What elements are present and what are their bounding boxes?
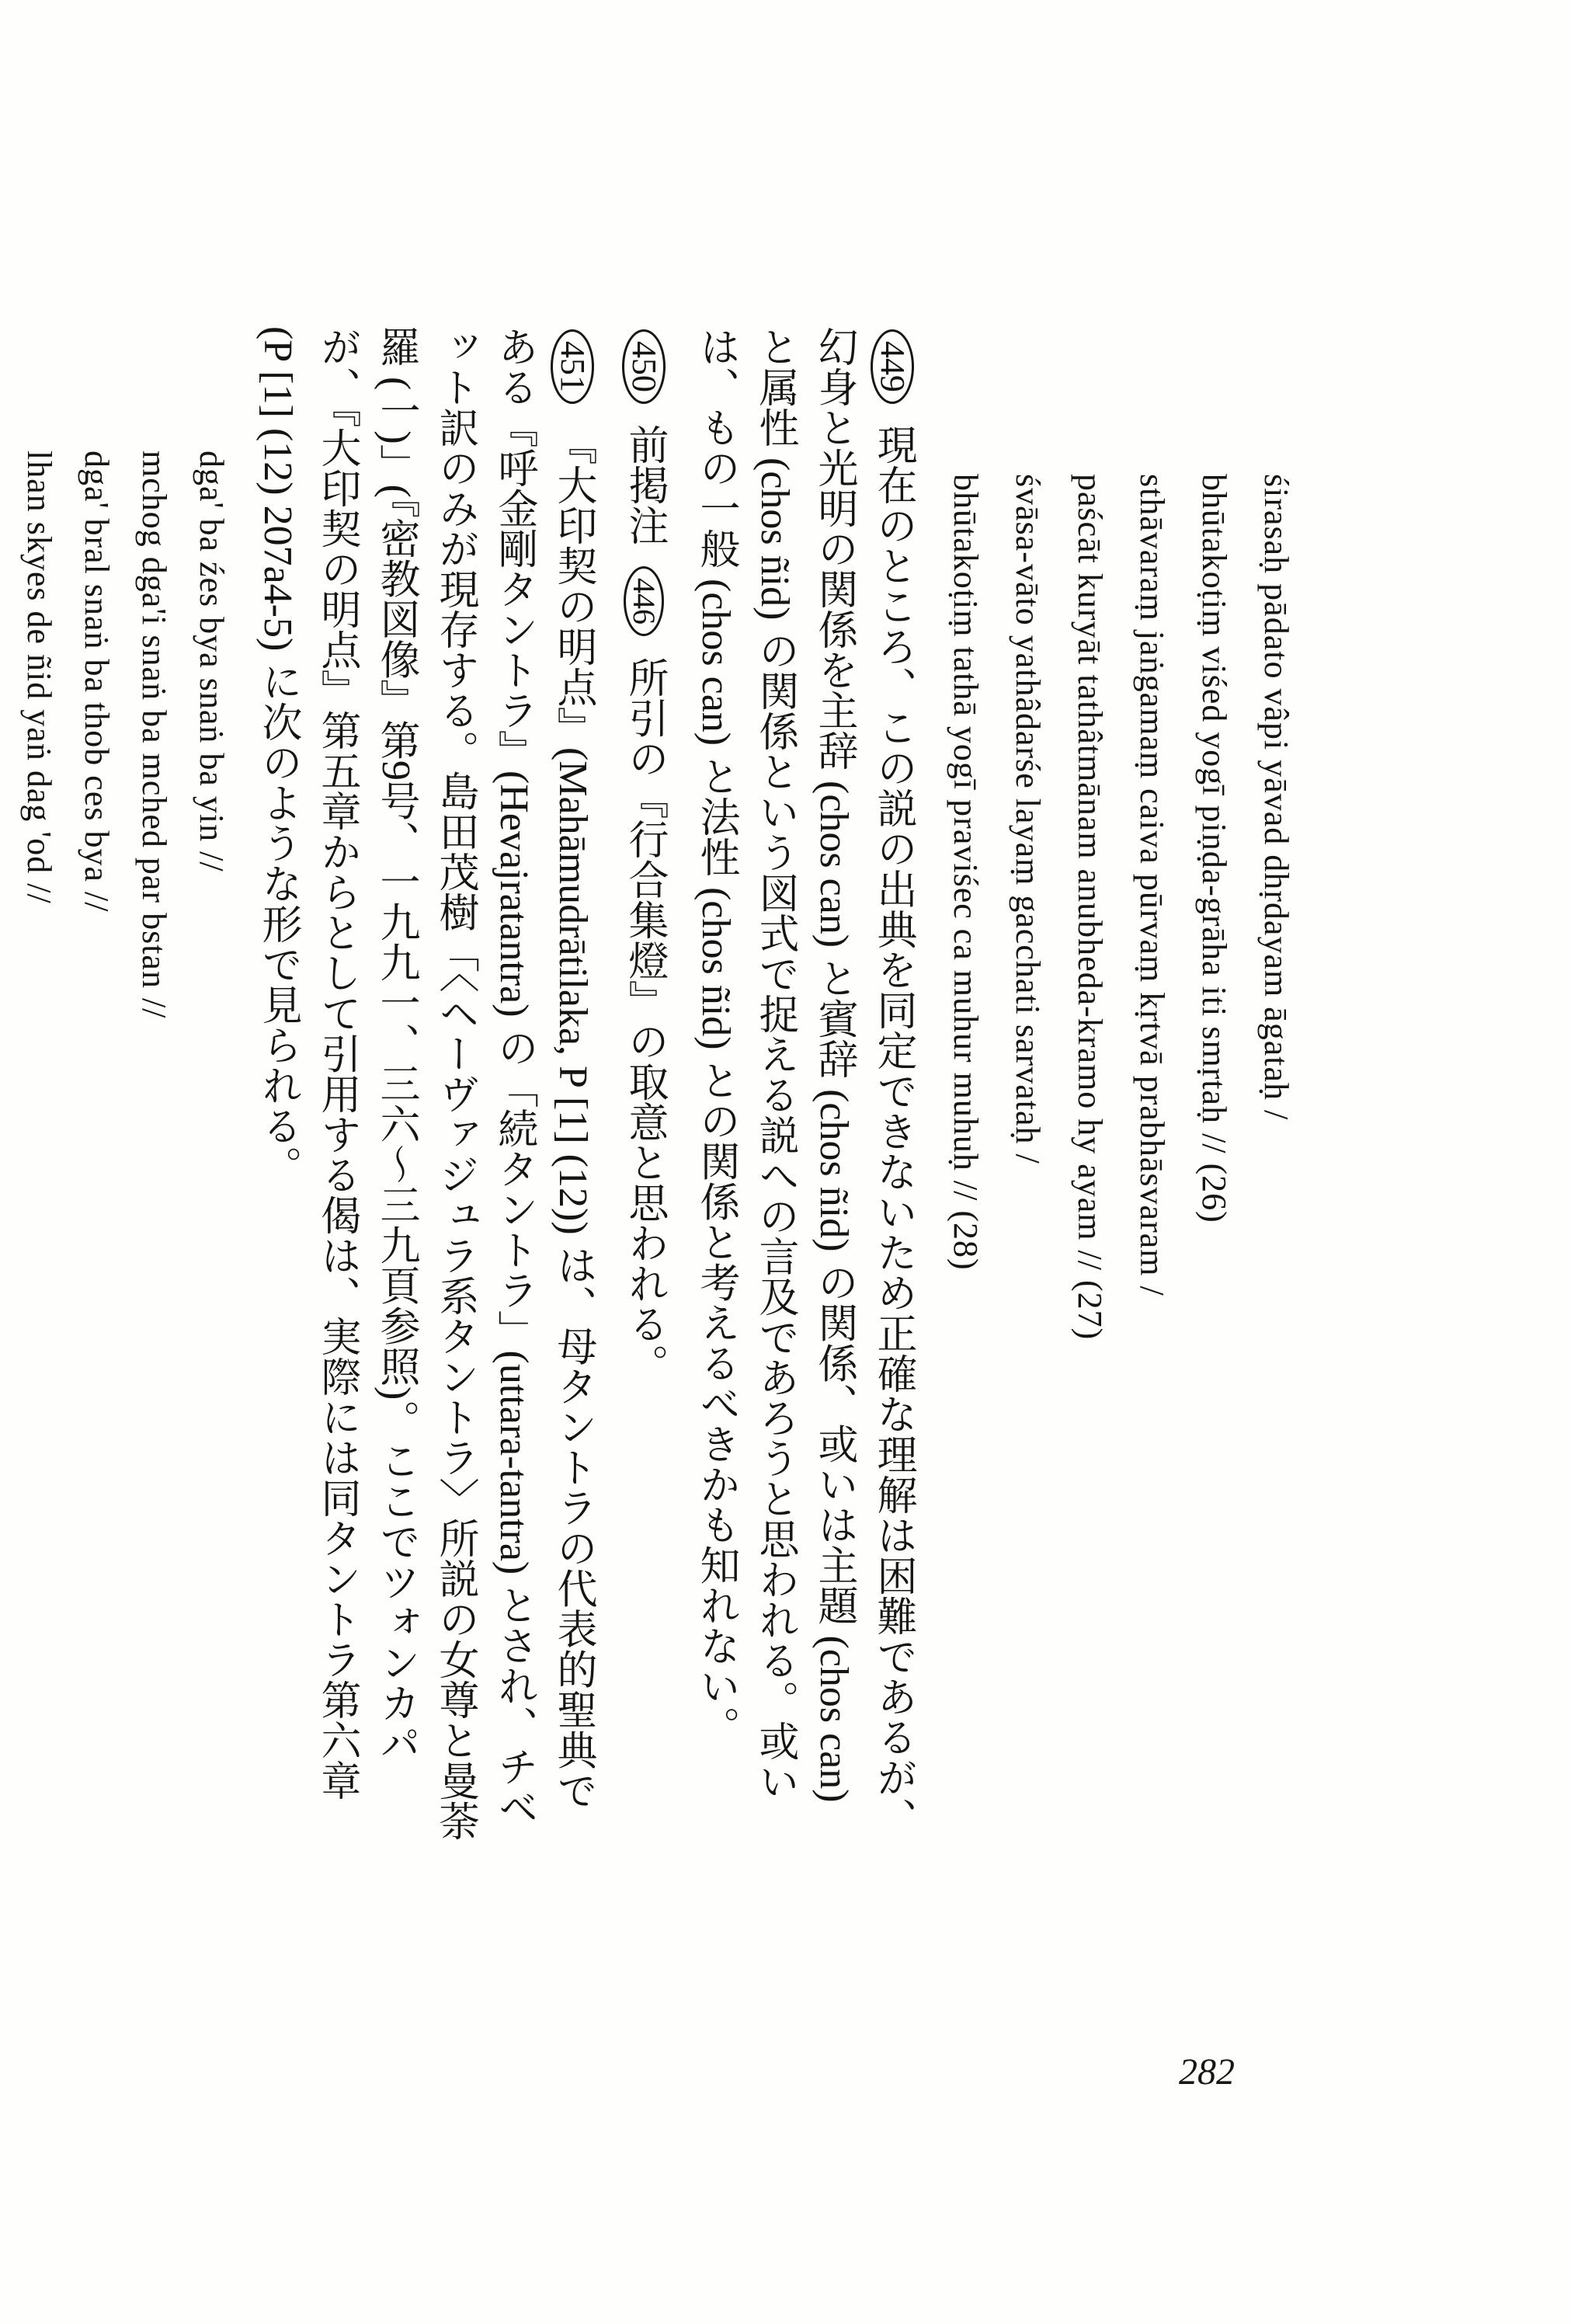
note-449 bbox=[686, 326, 922, 1841]
note-450-text-before-ref: 前掲注 bbox=[622, 424, 666, 555]
tibetan-verse-line-2: mchog dga'i snaṅ ba mched par bstan // bbox=[135, 451, 173, 1019]
tibetan-verse-line-4: lhan skyes de ñid yaṅ dag 'od // bbox=[20, 451, 58, 904]
page-number: 282 bbox=[1179, 2051, 1235, 2093]
note-450-number-badge: 450 bbox=[622, 329, 666, 404]
sanskrit-verse-line-4: paścāt kuryāt tathâtmānam anubheda-kramo hy ayam // (27) bbox=[1071, 474, 1109, 1341]
note-450 bbox=[614, 326, 673, 1841]
vertical-text-block bbox=[10, 326, 1307, 1841]
sanskrit-verse-line-6: bhūtakoṭiṃ tathā yogī praviśec ca muhur muhuḥ // (28) bbox=[947, 474, 985, 1271]
tibetan-verse bbox=[10, 326, 240, 1841]
note-451-text: 『大印契の明点』(Mahāmudrātilaka, P [1] (12)) は、母タントラの代表的聖典である『呼金剛タントラ』(Hevajratantra) の「続タントラ」(uttara-tantra) とされ、チベット訳のみが現存する。島田茂樹「〈ヘーヴァジュラ系タントラ〉所説の女尊と曼荼羅 (一)」(『密教図像』第9号、一九九一、三六〜三九頁参照)。ここでツォンカパが、『大印契の明点』第五章からとして引用する偈は、実際には同タントラ第六章 (P [1] (12) 207a4-5) に次のような形で見られる。 bbox=[255, 326, 595, 1841]
sanskrit-verse-line-2: bhūtakoṭiṃ viśed yogī piṇḍa-grāha iti smṛtaḥ // (26) bbox=[1195, 474, 1233, 1223]
sanskrit-verse bbox=[934, 326, 1307, 1841]
sanskrit-verse-line-3: sthāvaraṃ jaṅgamaṃ caiva pūrvaṃ kṛtvā prabhāsvaram / bbox=[1133, 474, 1171, 1296]
tibetan-verse-line-3: dga' bral snaṅ ba thob ces bya // bbox=[78, 451, 116, 913]
note-449-text: 現在のところ、この説の出典を同定できないため正確な理解は困難であるが、幻身と光明の関係を主辞 (chos can) と賓辞 (chos ñid) の関係、或いは主題 (chos can) と属性 (chos ñid) の関係という図式で捉える説への言及であろうと思われる。或いは、もの一般 (chos can) と法性 (chos ñid) との関係と考えるべきかも知れない。 bbox=[693, 326, 915, 1838]
note-451 bbox=[248, 326, 602, 1841]
note-446-reference-badge: 446 bbox=[624, 566, 664, 636]
note-450-text-after-ref: 所引の『行合集燈』の取意と思われる。 bbox=[622, 647, 666, 1384]
sanskrit-verse-line-1: śirasaḥ pādato vâpi yāvad dhṛdayam āgataḥ / bbox=[1257, 474, 1295, 1121]
sanskrit-verse-line-5: śvāsa-vāto yathâdarśe layaṃ gacchati sarvataḥ / bbox=[1009, 474, 1047, 1164]
tibetan-verse-line-1: dga' ba źes bya snaṅ ba yin // bbox=[193, 451, 231, 872]
note-451-number-badge: 451 bbox=[551, 329, 594, 404]
note-449-number-badge: 449 bbox=[871, 329, 914, 404]
